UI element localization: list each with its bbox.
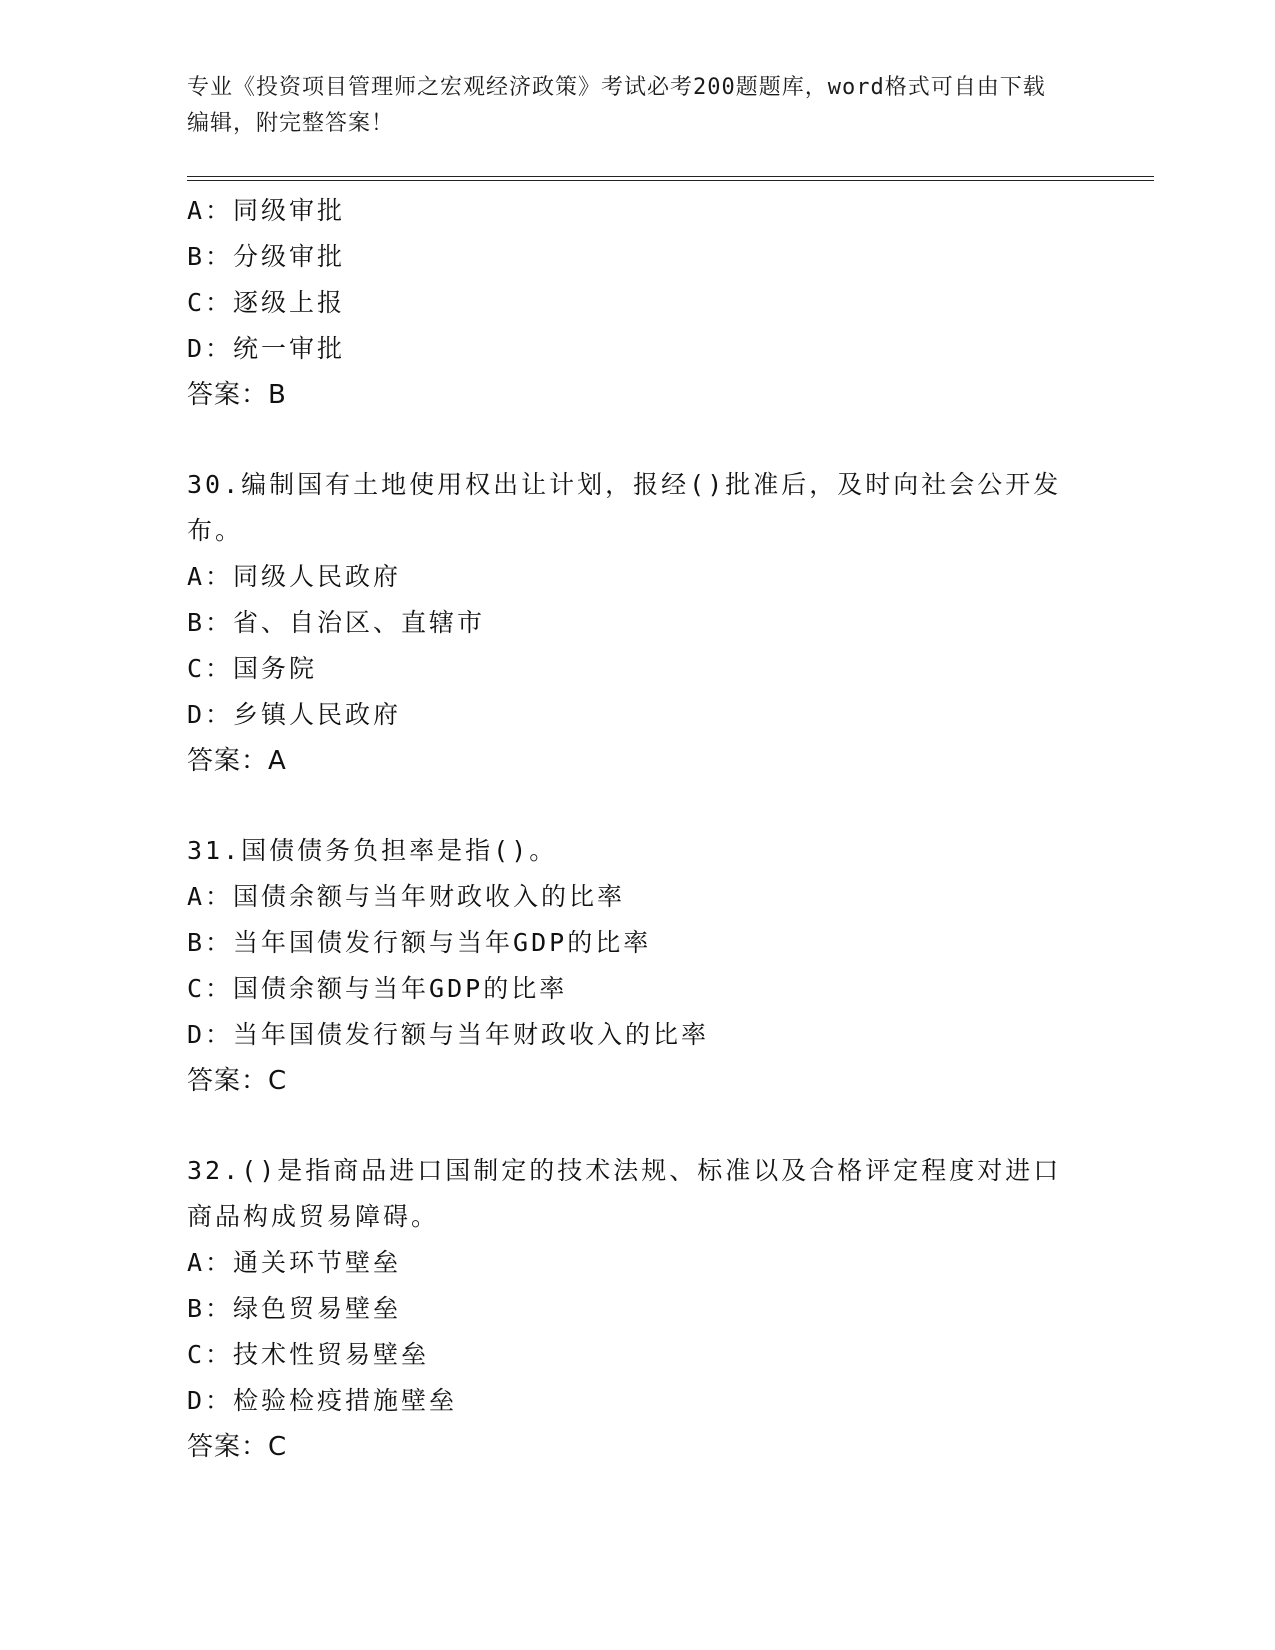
option-a: A：同级审批 <box>187 196 346 225</box>
document-header: 专业《投资项目管理师之宏观经济政策》考试必考200题题库，word格式可自由下载编辑，附完整答案！ <box>187 75 1046 136</box>
option-c: C：逐级上报 <box>187 288 346 317</box>
option-d: D：统一审批 <box>187 334 346 363</box>
option-b: B：分级审批 <box>187 242 346 271</box>
option-d: D：乡镇人民政府 <box>187 700 402 729</box>
option-a: A：通关环节壁垒 <box>187 1248 402 1277</box>
option-b: B：省、自治区、直辖市 <box>187 608 486 637</box>
header-divider-bottom <box>187 180 1154 181</box>
option-a: A：同级人民政府 <box>187 562 402 591</box>
option-d: D：当年国债发行额与当年财政收入的比率 <box>187 1020 710 1049</box>
question-block <box>187 1148 1087 1470</box>
option-c: C：技术性贸易壁垒 <box>187 1340 430 1369</box>
option-b: B：绿色贸易壁垒 <box>187 1294 402 1323</box>
option-c: C：国务院 <box>187 654 318 683</box>
option-b: B：当年国债发行额与当年GDP的比率 <box>187 928 652 957</box>
answer-line: 答案：C <box>187 1066 288 1096</box>
question-text: 30.编制国有土地使用权出让计划，报经()批准后，及时向社会公开发布。 <box>187 470 1062 545</box>
question-text: 31.国债债务负担率是指()。 <box>187 836 558 865</box>
option-c: C：国债余额与当年GDP的比率 <box>187 974 568 1003</box>
question-list <box>187 188 1087 1470</box>
question-block <box>187 828 1087 1104</box>
question-block <box>187 188 1087 418</box>
answer-line: 答案：A <box>187 746 287 776</box>
header-divider-top <box>187 176 1154 177</box>
answer-line: 答案：B <box>187 380 287 410</box>
question-block <box>187 462 1087 784</box>
question-text: 32.()是指商品进口国制定的技术法规、标准以及合格评定程度对进口商品构成贸易障碍。 <box>187 1156 1062 1231</box>
option-a: A：国债余额与当年财政收入的比率 <box>187 882 626 911</box>
option-d: D：检验检疫措施壁垒 <box>187 1386 458 1415</box>
answer-line: 答案：C <box>187 1432 288 1462</box>
